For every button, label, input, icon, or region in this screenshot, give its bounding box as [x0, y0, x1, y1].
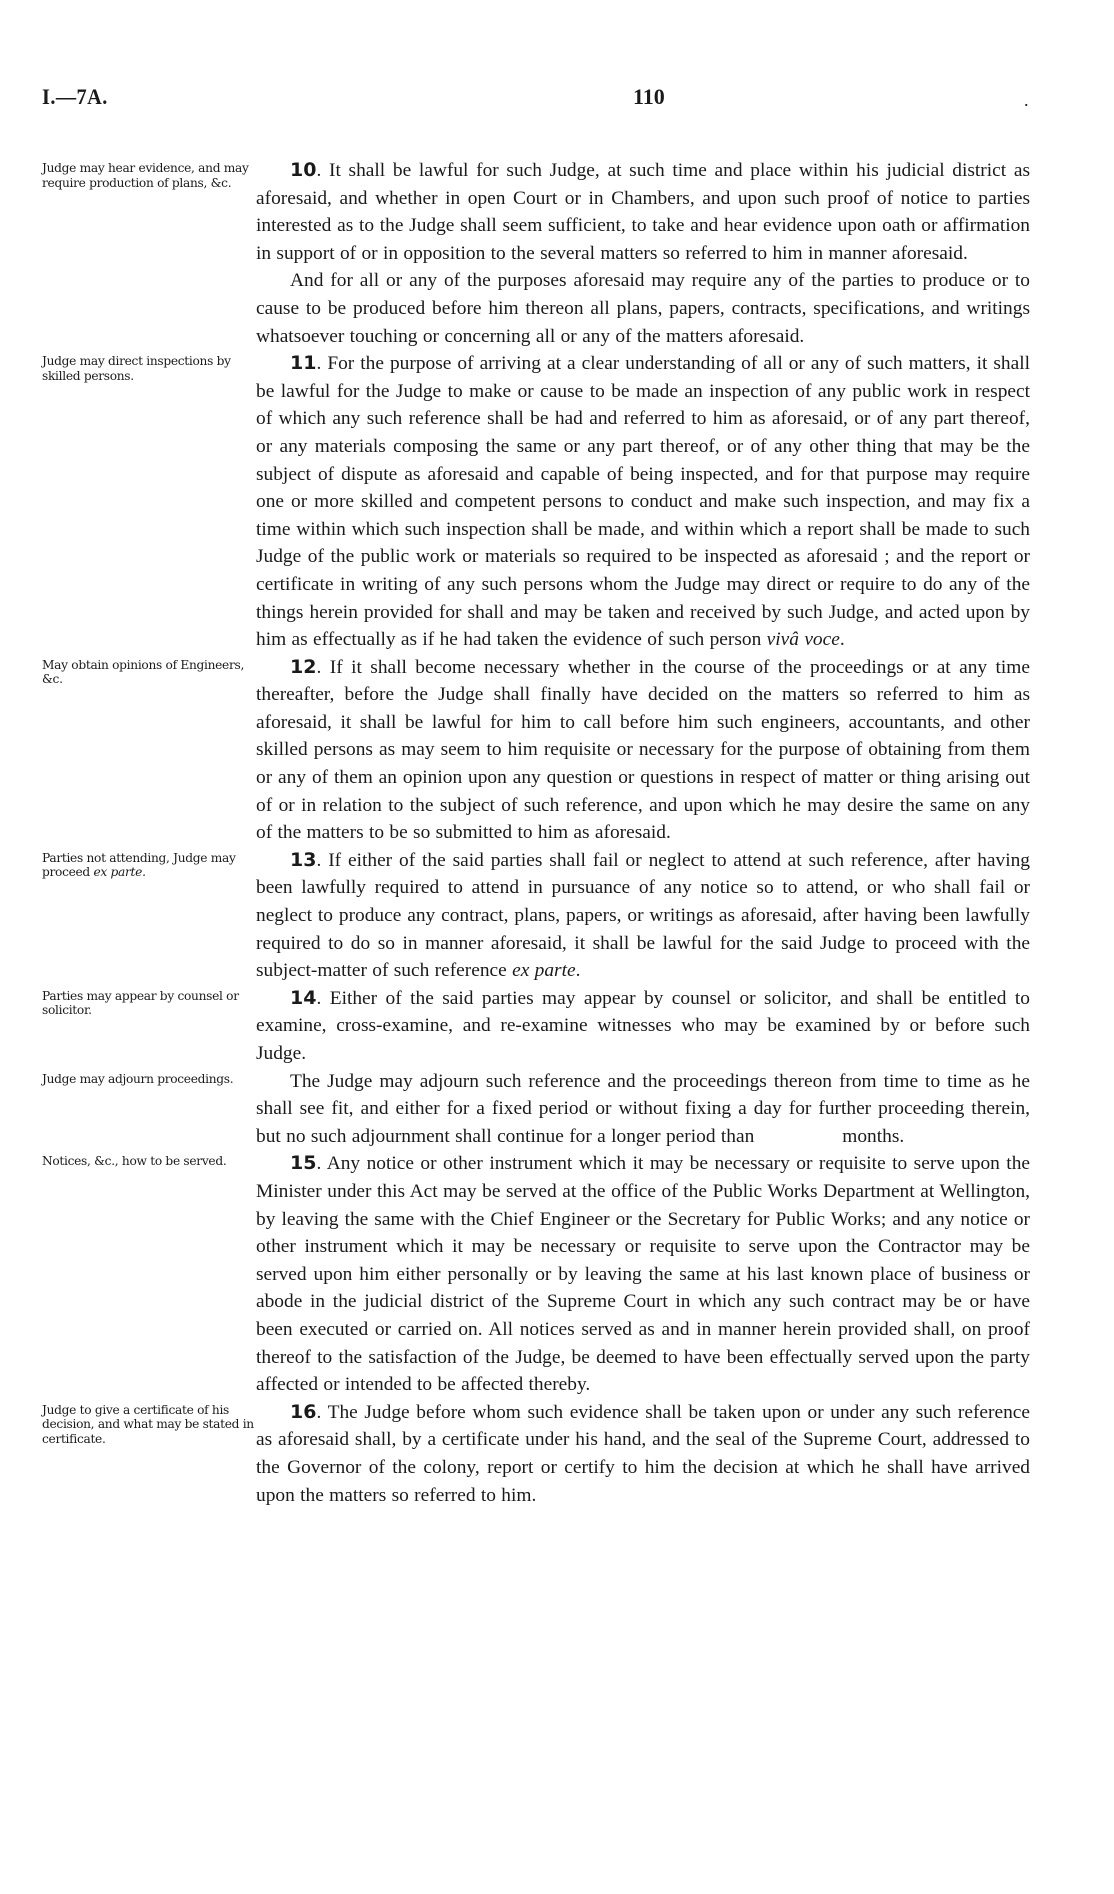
- section-14: [0, 985, 1114, 1068]
- paper-reference: I.—7A.: [42, 84, 108, 109]
- paragraph-text: And for all or any of the purposes aforesaid may require any of the parties to produce or to cause to be produced before him thereon all plans, papers, contracts, specifications, and writings whatsoever touching or concerning all or any of the matters aforesaid.: [256, 270, 1030, 347]
- paragraph: 16. The Judge before whom such evidence shall be taken upon or under any such reference as aforesaid shall, by a certificate under his hand, and the seal of the Supreme Court, addressed to the Governor of the colony, report or certify to him the decision at which he shall have arrived upon the matters so referred to him.: [256, 1400, 1030, 1506]
- margin-note-italic: ex parte.: [93, 865, 146, 880]
- paragraph: 11. For the purpose of arriving at a clear understanding of all or any of such matters, it shall be lawful for the Judge to make or cause to be made an inspection of any public work in respect of which any such reference shall be had and referred to him as aforesaid, or of any part thereof, or any materials composing the same or any part thereof, or of any other thing that may be the subject of dispute as aforesaid and capable of being inspected, and for that purpose may require one or more skilled and competent persons to conduct and make such inspection, and may fix a time within which such inspection shall be made, and within which a report shall be made to such Judge of the public work or materials so required to be inspected as aforesaid ; and the report or certificate in writing of any such persons whom the Judge may direct or require to do any of the things herein provided for shall and may be taken and received by such Judge, and acted upon by him as effectually as if he had taken the evidence of such person vivâ voce.: [256, 352, 1030, 651]
- section-number: 15: [290, 1152, 317, 1175]
- page-header: [0, 84, 1114, 114]
- section-body: [256, 157, 1030, 350]
- margin-note: Judge may direct inspections by skilled persons.: [42, 354, 231, 383]
- section-body: [256, 1068, 1030, 1151]
- section-body: [256, 654, 1030, 847]
- margin-note: [42, 847, 256, 880]
- section-body: [256, 1150, 1030, 1398]
- section-10: [0, 157, 1114, 350]
- paragraph-text: Any notice or other instrument which it may be necessary or requisite to serve upon the Minister under this Act may be served at the office of the Public Works Department at Wellington, by leaving the same with the Chief Engineer or the Secretary for Public Works; and any notice or other instrument which it may be necessary or requisite to serve upon the Contractor may be served upon him either personally or by leaving the same at his last known place of business or abode in the judicial district of the Supreme Court in which any such contract may be or have been executed or carried on. All notices served as and in manner herein provided shall, on proof thereof to the satisfaction of the Judge, be deemed to have been effectually served upon the party affected or intended to be affected thereby.: [256, 1153, 1030, 1396]
- margin-note: Notices, &c., how to be served.: [42, 1154, 227, 1169]
- margin-note: Judge may adjourn proceedings.: [42, 1071, 234, 1086]
- section-body: [256, 985, 1030, 1068]
- paragraph: [256, 1068, 1030, 1151]
- paragraph-tail: .: [839, 629, 845, 651]
- section-11: [0, 350, 1114, 654]
- margin-note: Judge may hear evidence, and may require production of plans, &c.: [42, 161, 249, 190]
- section-number: 12: [290, 655, 317, 678]
- paragraph-text: For the purpose of arriving at a clear understanding of all or any of such matters, it shall be lawful for the Judge to make or cause to be made an inspection of any public work in respect of which any such reference shall be had and referred to him as aforesaid, or of any part thereof, or any materials composing the same or any part thereof, or of any other thing that may be the subject of dispute as aforesaid and capable of being inspected, and for that purpose may require one or more skilled and competent persons to conduct and make such inspection, and may fix a time within which such inspection shall be made, and within which a report shall be made to such Judge of the public work or materials so required to be inspected as aforesaid ; and the report or certificate in writing of any such persons whom the Judge may direct or require to do any of the things herein provided for shall and may be taken and received by such Judge, and acted upon by him as effectually as if he had taken the evidence of such person: [256, 353, 1030, 651]
- paragraph-text: Either of the said parties may appear by counsel or solicitor, and shall be entitled to examine, cross-examine, and re-examine witnesses who may be examined by or before such Judge.: [256, 987, 1030, 1064]
- section-13: [0, 847, 1114, 985]
- section-number: 16: [290, 1400, 317, 1423]
- corner-mark: .: [1024, 90, 1029, 110]
- margin-note-text: Parties not attending, Judge may proceed: [42, 850, 236, 880]
- section-number: 13: [290, 848, 317, 871]
- section-15: [0, 1150, 1114, 1398]
- paragraph: [256, 267, 1030, 350]
- margin-note: Judge to give a certificate of his decision, and what may be stated in certificate.: [42, 1402, 254, 1446]
- paragraph: 12. If it shall become necessary whether in the course of the proceedings or at any time thereafter, before the Judge shall finally have decided on the matters so referred to him as aforesaid, it shall be lawful for him to call before him such engineers, accountants, and other skilled persons as may seem to him requisite or necessary for the purpose of obtaining from them or any of them an opinion upon any question or questions in respect of matter or thing arising out of or in relation to the subject of such reference, and upon which he may desire the same on any of the matters to be so submitted to him as aforesaid.: [256, 655, 1030, 844]
- section-body: [256, 847, 1030, 985]
- paragraph-tail: months.: [842, 1125, 905, 1147]
- document-body: [0, 157, 1114, 1509]
- paragraph: 10. It shall be lawful for such Judge, at such time and place within his judicial district as aforesaid, and whether in open Court or in Chambers, and upon such proof of notice to parties interested as to the Judge shall seem sufficient, to take and hear evidence upon oath or affirmation in support of or in opposition to the several matters so referred to him in manner aforesaid.: [256, 159, 1031, 264]
- paragraph-text: If it shall become necessary whether in the course of the proceedings or at any time thereafter, before the Judge shall finally have decided on the matters so referred to him as aforesaid, it shall be lawful for him to call before him such engineers, accountants, and other skilled persons as may seem to him requisite or necessary for the purpose of obtaining from them or any of them an opinion upon any question or questions in respect of matter or thing arising out of or in relation to the subject of such reference, and upon which he may desire the same on any of the matters to be so submitted to him as aforesaid.: [256, 656, 1030, 844]
- section-16: [0, 1399, 1114, 1509]
- section-number: 10: [290, 159, 317, 181]
- section-14-adjournment: [0, 1068, 1114, 1151]
- paragraph-text: The Judge before whom such evidence shall be taken upon or under any such reference as aforesaid shall, by a certificate under his hand, and the seal of the Supreme Court, addressed to the Governor of the colony, report or certify to him the decision at which he shall have arrived upon the matters so referred to him.: [256, 1401, 1030, 1506]
- latin-phrase: vivâ voce: [766, 629, 840, 651]
- paragraph-text: The Judge may adjourn such reference and the proceedings thereon from time to time as he shall see fit, and either for a fixed period or without fixing a day for further proceeding therein, but no such adjournment shall continue for a longer period than: [256, 1070, 1030, 1147]
- section-body: [256, 350, 1030, 654]
- margin-note: Parties may appear by counsel or solicitor.: [42, 988, 239, 1018]
- margin-note: May obtain opinions of Engineers, &c.: [42, 657, 245, 687]
- paragraph: 14. Either of the said parties may appear by counsel or solicitor, and shall be entitled to examine, cross-examine, and re-examine witnesses who may be examined by or before such Judge.: [256, 986, 1030, 1064]
- section-12: [0, 654, 1114, 847]
- paragraph-text: It shall be lawful for such Judge, at such time and place within his judicial district as aforesaid, and whether in open Court or in Chambers, and upon such proof of notice to parties interested as to the Judge shall seem sufficient, to take and hear evidence upon oath or affirmation in support of or in opposition to the several matters so referred to him in manner aforesaid.: [256, 160, 1031, 264]
- latin-phrase: ex parte: [512, 960, 576, 982]
- paragraph-text: If either of the said parties shall fail or neglect to attend at such reference, after having been lawfully required to attend in pursuance of any notice so to attend, or who shall fail or neglect to produce any contract, plans, papers, or writings as aforesaid, after having been lawfully required to do so in manner aforesaid, it shall be lawful for the said Judge to proceed with the subject-matter of such reference: [256, 849, 1030, 982]
- section-number: 11: [290, 352, 317, 375]
- section-body: [256, 1399, 1030, 1509]
- paragraph-tail: .: [575, 960, 581, 982]
- paragraph: 15. Any notice or other instrument which it may be necessary or requisite to serve upon the Minister under this Act may be served at the office of the Public Works Department at Wellington, by leaving the same with the Chief Engineer or the Secretary for Public Works; and any notice or other instrument which it may be necessary or requisite to serve upon the Contractor may be served upon him either personally or by leaving the same at his last known place of business or abode in the judicial district of the Supreme Court in which any such contract may be or have been executed or carried on. All notices served as and in manner herein provided shall, on proof thereof to the satisfaction of the Judge, be deemed to have been effectually served upon the party affected or intended to be affected thereby.: [256, 1152, 1030, 1396]
- section-number: 14: [290, 986, 317, 1009]
- paragraph: 13. If either of the said parties shall fail or neglect to attend at such reference, after having been lawfully required to attend in pursuance of any notice so to attend, or who shall fail or neglect to produce any contract, plans, papers, or writings as aforesaid, after having been lawfully required to do so in manner aforesaid, it shall be lawful for the said Judge to proceed with the subject-matter of such reference ex parte.: [256, 848, 1030, 982]
- page-number: 110: [633, 84, 665, 109]
